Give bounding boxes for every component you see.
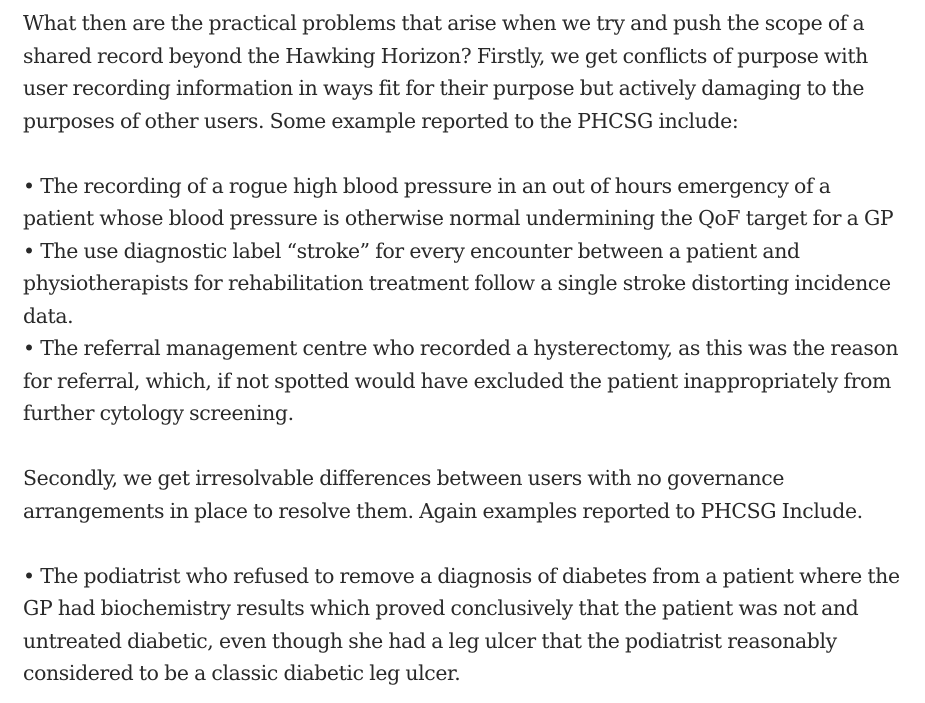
bullet-icon: • [23,336,35,360]
list-item [23,332,903,430]
paragraph-gap [23,527,903,560]
article-body [23,7,903,690]
list-item-text: The referral management centre who recorded a hysterectomy, as this was the reason for referral, which, if not spotted would have excluded the patient inappropriately from further cytology screening. [23,336,899,425]
list-item [23,235,903,333]
list-item [23,170,903,235]
second-paragraph: Secondly, we get irresolvable differences between users with no governance arrangements in place to resolve them. Again examples reported to PHCSG Include. [23,466,863,523]
list-item-text: The use diagnostic label “stroke” for every encounter between a patient and physiotherapists for rehabilitation treatment follow a single stroke distorting incidence data. [23,238,891,328]
intro-paragraph: What then are the practical problems that arise when we try and push the scope of a shared record beyond the Hawking Horizon? Firstly, we get conflicts of purpose with user recording information in ways fit for their purpose but actively damaging to the purposes of other users. Some example reported to the PHCSG include: [23,11,868,133]
bullet-list-conflicts [23,170,903,430]
list-item-text: The recording of a rogue high blood pressure in an out of hours emergency of a patient whose blood pressure is otherwise normal undermining the QoF target for a GP [23,173,894,230]
bullet-icon: • [23,173,35,198]
paragraph-gap [23,137,903,170]
paragraph-gap [23,430,903,463]
bullet-icon: • [23,238,35,263]
bullet-icon: • [23,563,35,588]
list-item [23,560,903,690]
bullet-list-differences [23,560,903,690]
list-item-text: The podiatrist who refused to remove a diagnosis of diabetes from a patient where the GP had biochemistry results which proved conclusively that the patient was not and untreated diabetic, even though she had a leg ulcer that the podiatrist reasonably considered to be a classic diabetic leg ulcer. [23,563,900,685]
